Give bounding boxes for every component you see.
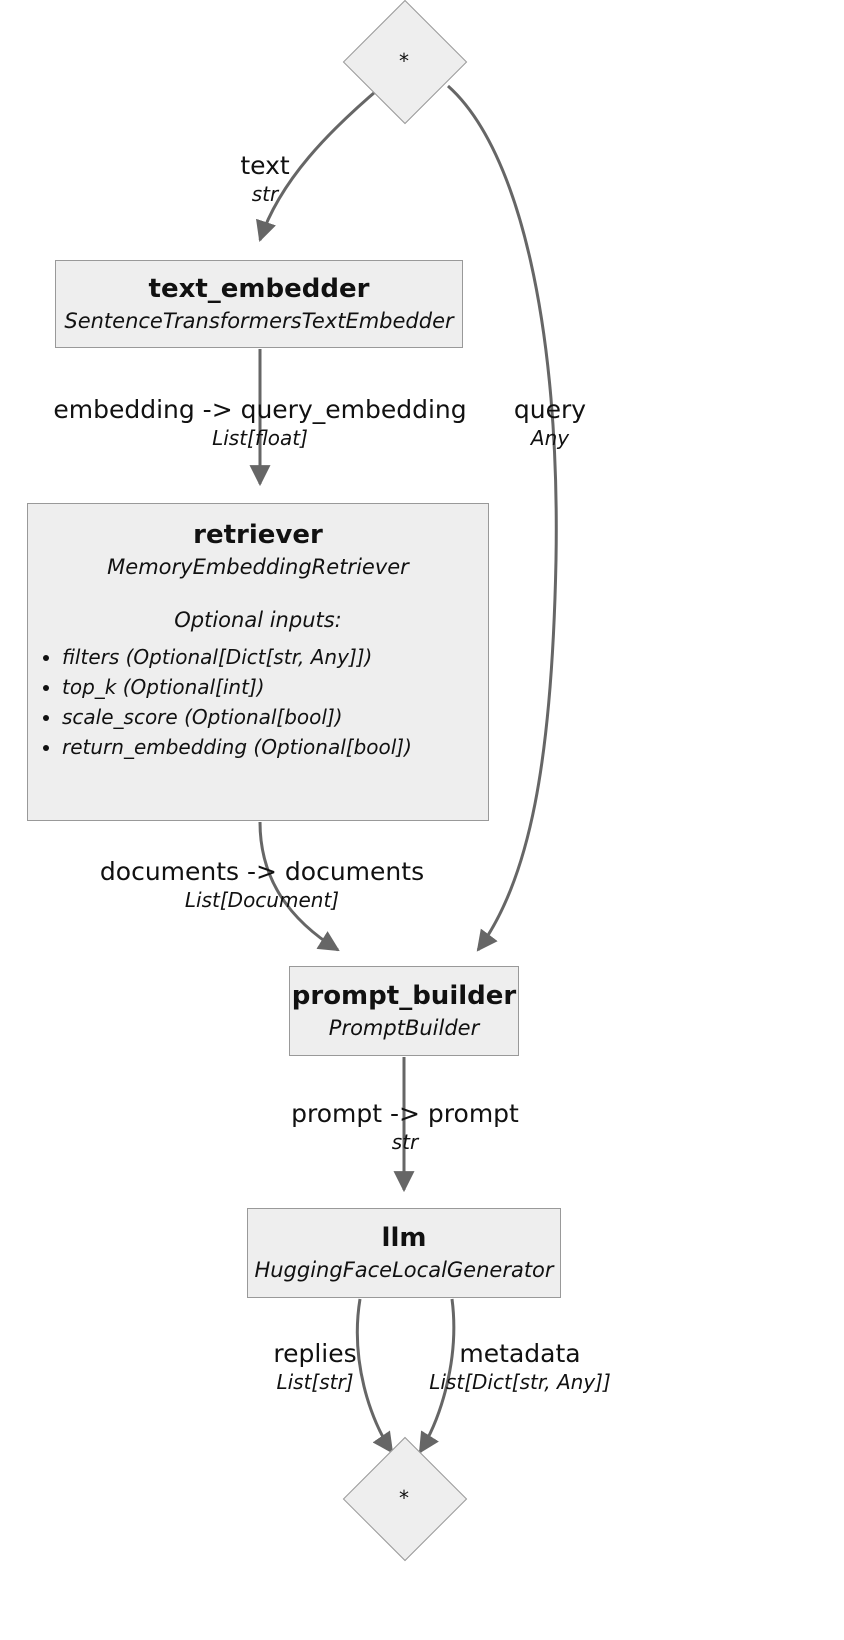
edge-label-metadata-type: List[Dict[str, Any]] <box>429 1369 611 1394</box>
edge-label-documents-name: documents -> documents <box>99 857 425 886</box>
node-llm[interactable] <box>247 1208 561 1298</box>
edge-label-metadata <box>385 1340 655 1395</box>
node-text-embedder-component: SentenceTransformersTextEmbedder <box>64 308 454 333</box>
edge-label-embedding <box>30 396 490 451</box>
edge-label-text <box>150 152 380 207</box>
node-retriever-title: retriever <box>193 520 323 550</box>
edge-label-query-name: query <box>513 395 587 424</box>
list-item: • top_k (Optional[int]) <box>62 672 412 702</box>
edge-label-embedding-type: List[float] <box>212 425 308 450</box>
node-prompt-builder[interactable] <box>289 966 519 1056</box>
node-retriever-component: MemoryEmbeddingRetriever <box>107 555 409 580</box>
edge-label-text-type: str <box>251 181 279 206</box>
edge-label-query-type: Any <box>530 425 570 450</box>
node-llm-title: llm <box>381 1222 427 1253</box>
node-prompt-builder-component: PromptBuilder <box>328 1015 480 1040</box>
edge-label-documents-type: List[Document] <box>184 887 340 912</box>
edge-label-metadata-name: metadata <box>459 1339 581 1368</box>
edge-label-replies-type: List[str] <box>276 1369 354 1394</box>
node-retriever-optional-list <box>28 642 412 762</box>
input-terminal-label: * <box>399 49 409 73</box>
list-item: • return_embedding (Optional[bool]) <box>62 732 412 762</box>
node-text-embedder[interactable] <box>55 260 463 348</box>
edge-label-prompt-name: prompt -> prompt <box>291 1099 519 1128</box>
edge-label-documents <box>72 858 452 913</box>
edge-label-text-name: text <box>240 151 290 180</box>
edge-label-replies-name: replies <box>273 1339 357 1368</box>
output-terminal-label: * <box>399 1486 409 1510</box>
node-retriever-optional-heading: Optional inputs: <box>174 608 342 633</box>
node-prompt-builder-title: prompt_builder <box>291 980 517 1011</box>
edge-label-prompt-type: str <box>391 1129 419 1154</box>
list-item: • filters (Optional[Dict[str, Any]]) <box>62 642 412 672</box>
edge-label-prompt <box>225 1100 585 1155</box>
list-item: • scale_score (Optional[bool]) <box>62 702 412 732</box>
node-retriever[interactable] <box>27 503 489 821</box>
node-llm-component: HuggingFaceLocalGenerator <box>254 1257 554 1282</box>
node-text-embedder-title: text_embedder <box>148 273 370 304</box>
edge-label-embedding-name: embedding -> query_embedding <box>53 395 467 424</box>
edge-label-query <box>440 396 660 451</box>
